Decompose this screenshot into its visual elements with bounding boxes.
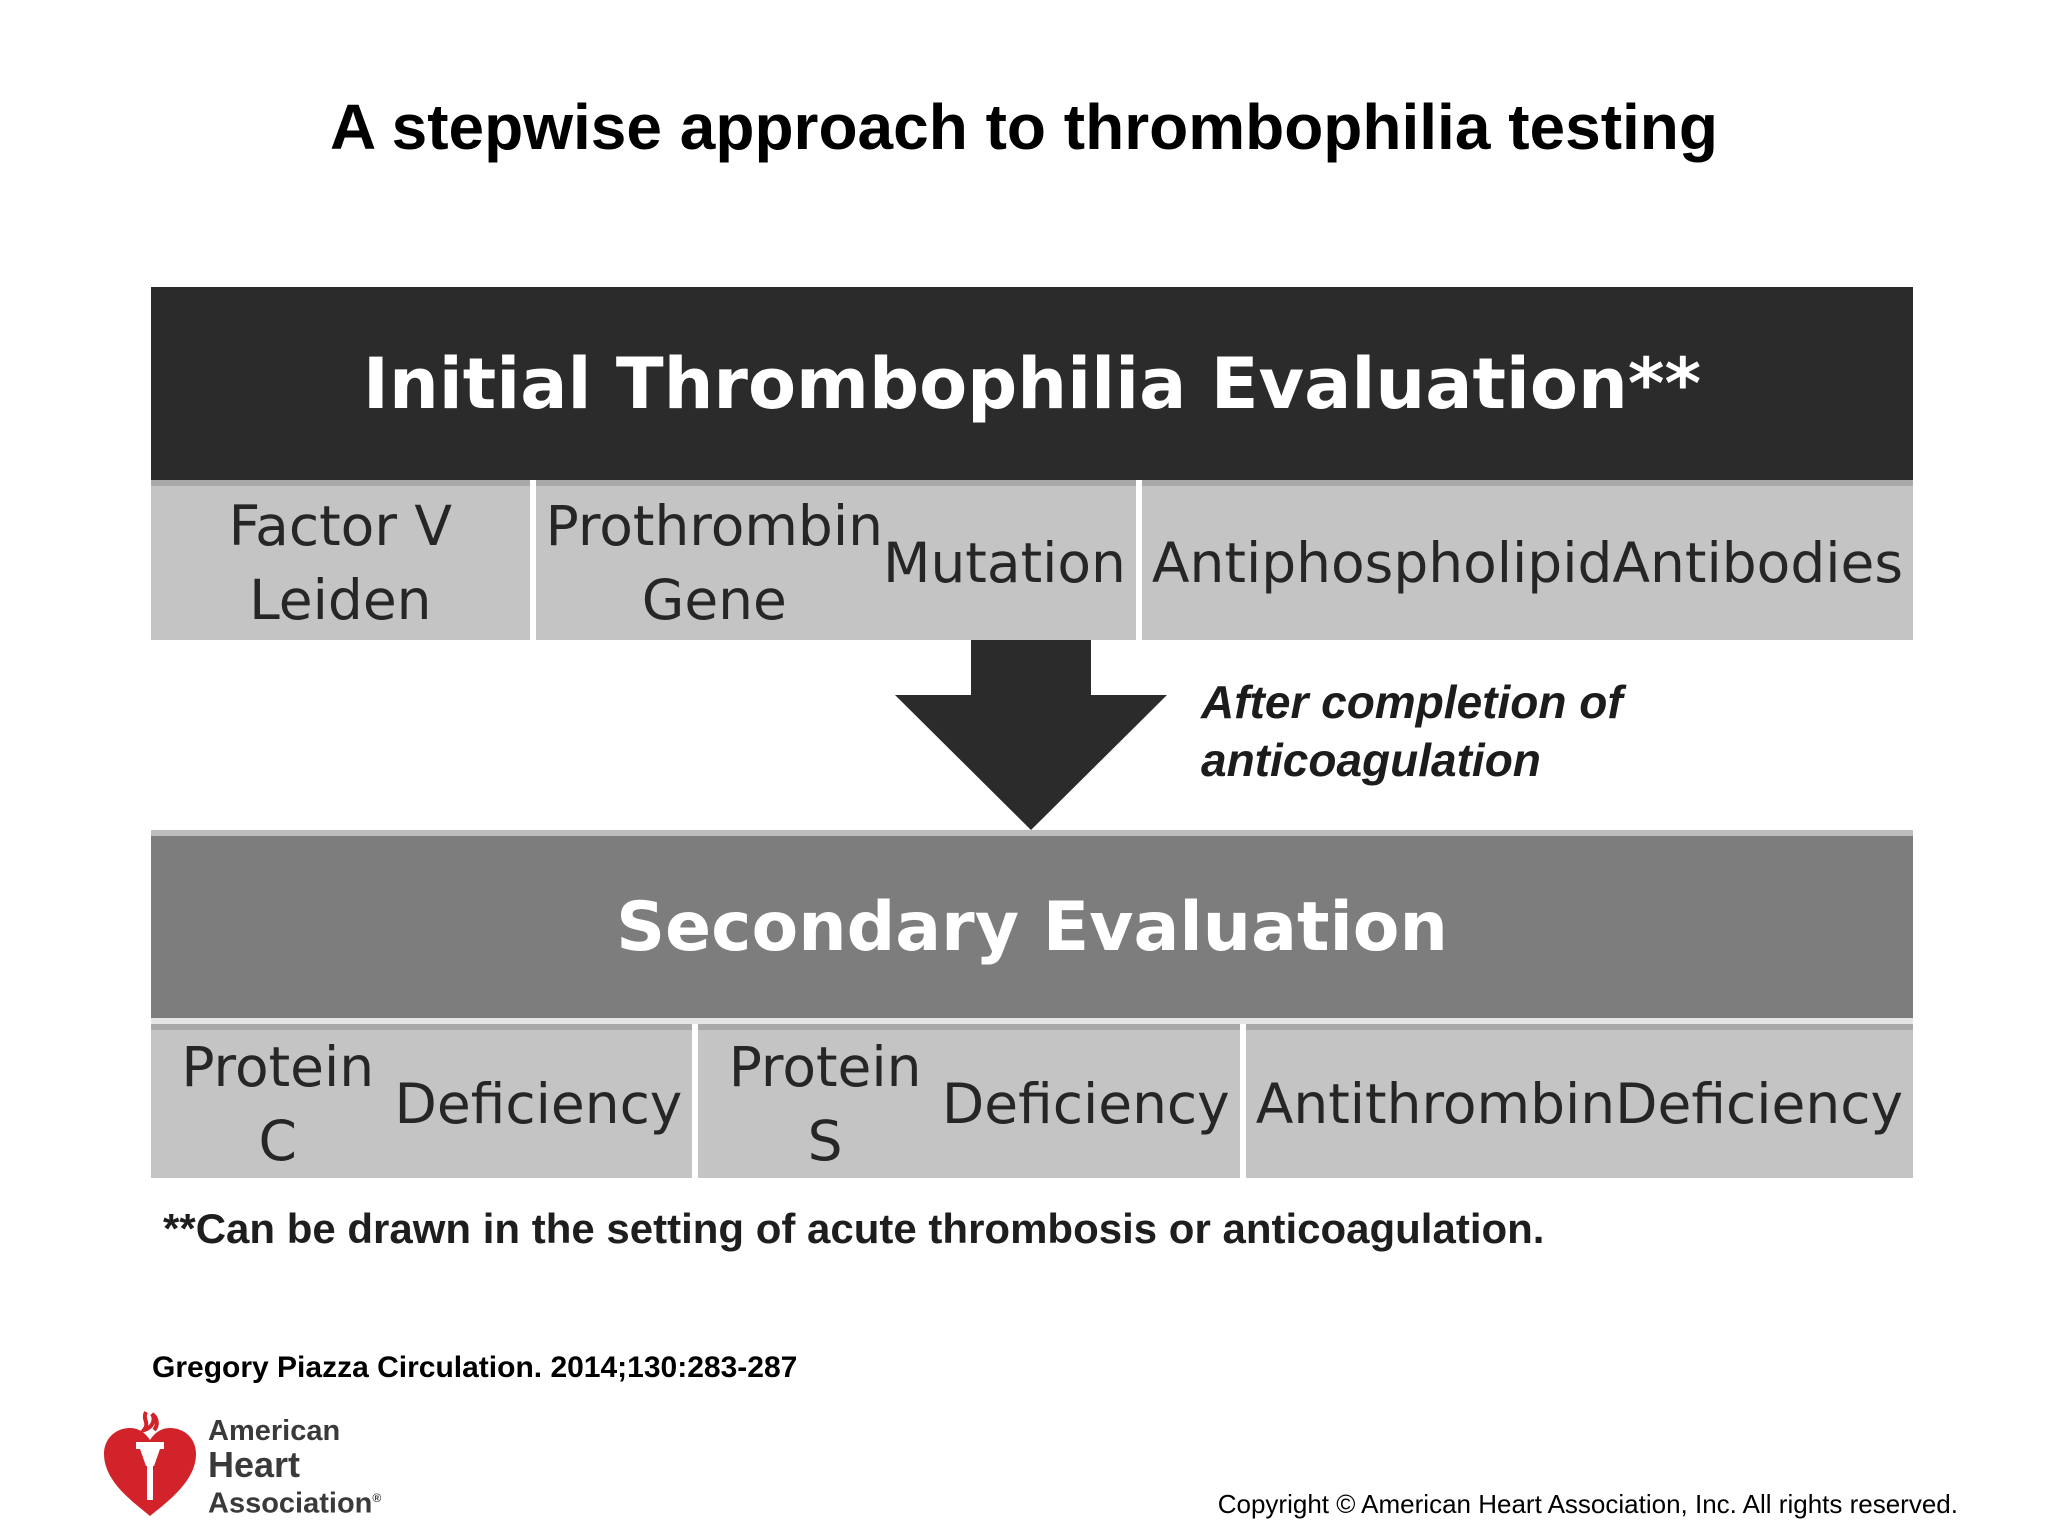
- test-label-line1: Antithrombin: [1255, 1072, 1616, 1136]
- secondary-evaluation-row: [151, 1018, 1913, 1178]
- copyright-notice: Copyright © American Heart Association, Inc. All rights reserved.: [1217, 1489, 1958, 1519]
- down-arrow-shape: [895, 640, 1167, 830]
- test-label-line1: Protein S: [728, 1035, 922, 1173]
- flow-diagram: [151, 287, 1913, 1257]
- test-protein-s-deficiency: [698, 1024, 1239, 1178]
- test-antithrombin-deficiency: [1246, 1024, 1913, 1178]
- test-label-line2: Deficiency: [941, 1072, 1230, 1136]
- initial-evaluation-header: Initial Thrombophilia Evaluation**: [151, 287, 1913, 480]
- test-label-line1: Antiphospholipid: [1151, 531, 1613, 595]
- test-protein-c-deficiency: [151, 1024, 692, 1178]
- footnote: **Can be drawn in the setting of acute thrombosis or anticoagulation.: [163, 1205, 1545, 1252]
- initial-evaluation-row: [151, 480, 1913, 640]
- arrow-note: [1201, 673, 1761, 789]
- logo-line3: [208, 1483, 381, 1520]
- logo-line2: Heart: [208, 1444, 301, 1485]
- logo-line1: American: [208, 1415, 341, 1447]
- aha-logo: [100, 1408, 400, 1520]
- slide-title: A stepwise approach to thrombophilia testing: [330, 91, 1718, 163]
- logo-line3-text: Association: [208, 1487, 373, 1520]
- arrow-note-line2: anticoagulation: [1201, 734, 1541, 786]
- test-label-line2: Antibodies: [1612, 531, 1903, 595]
- down-arrow-icon: [895, 640, 1167, 830]
- registered-mark: ®: [372, 1491, 382, 1505]
- secondary-evaluation-header: Secondary Evaluation: [151, 830, 1913, 1018]
- test-label-line2: Mutation: [882, 531, 1126, 595]
- test-label-line2: Deficiency: [394, 1072, 683, 1136]
- arrow-note-line1: After completion of: [1201, 676, 1623, 728]
- test-antiphospholipid-antibodies: [1142, 480, 1913, 640]
- test-label-line1: Factor V Leiden: [228, 494, 453, 632]
- test-label-line1: Prothrombin Gene: [545, 494, 883, 632]
- citation: Gregory Piazza Circulation. 2014;130:283-287: [152, 1351, 798, 1384]
- test-prothrombin-gene-mutation: [536, 480, 1136, 640]
- test-label-line2: Deficiency: [1615, 1072, 1903, 1136]
- aha-logo-text: [208, 1416, 381, 1520]
- test-factor-v-leiden: [151, 480, 530, 640]
- heart-torch-icon: [100, 1408, 200, 1520]
- test-label-line1: Protein C: [181, 1035, 375, 1173]
